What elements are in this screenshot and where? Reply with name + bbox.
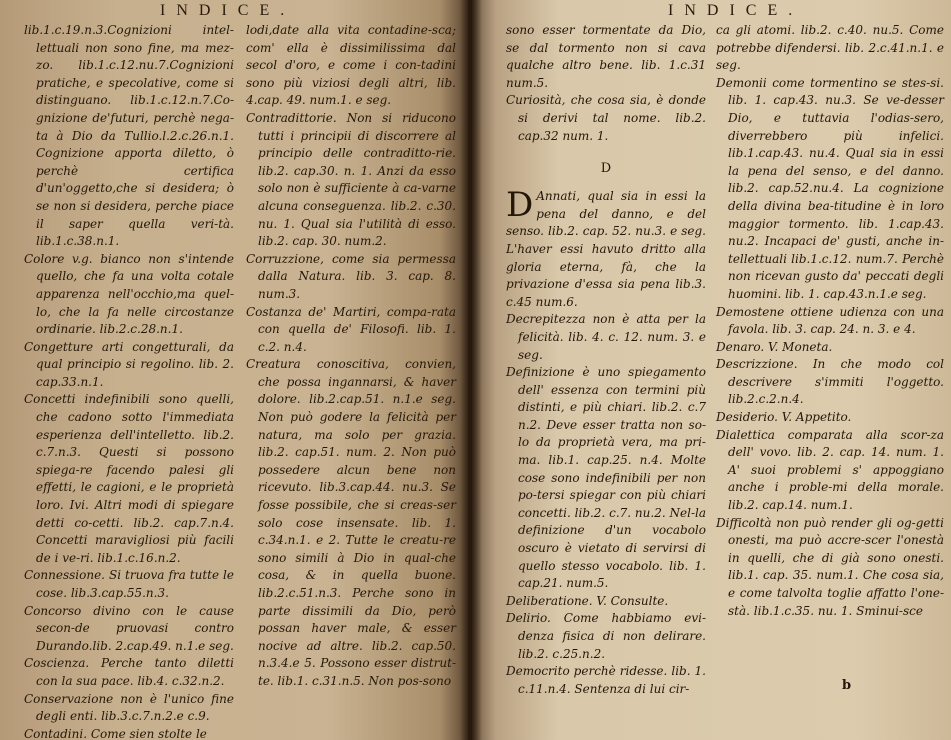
index-entry: Definizione è uno spiegamento dell' essenza con termini più distinti, e più chiari. lib.2. c.7 n.2. Deve esser tratta non so-lo da proprietà vera, ma pri-ma. lib.1. cap.25. n.4. Molte cose sono indefinibili per non po-tersi spiegar con più chiari concetti. lib.2. c.7. nu.2. Nel-la definizione d'un vocabolo oscuro è vietato di servirsi di quello stesso vocabolo. lib. 1. cap.21. num.5. <box>506 365 706 591</box>
letter-heading: D <box>600 161 612 177</box>
left-page <box>0 0 468 740</box>
left-running-head: INDICE. <box>160 2 296 19</box>
index-entry: Denaro. V. Moneta. <box>716 339 833 354</box>
index-entry: Deliberatione. V. Consulte. <box>506 593 669 608</box>
right-page <box>472 0 951 740</box>
index-entry-continued: sono esser tormentate da Dio, se dal tormento non si cava qualche altro bene. lib. 1.c.31 num.5. <box>506 23 706 90</box>
index-entry: Curiosità, che cosa sia, è donde si derivi tal nome. lib.2. cap.32 num. 1. <box>506 93 706 143</box>
index-entry: Democrito perchè ridesse. lib. 1. c.11.n.4. Sentenza di lui cir- <box>506 664 706 696</box>
index-entry: Contadini. Come sien stolte le <box>24 726 207 740</box>
index-entry <box>506 185 706 311</box>
signature-mark: b <box>842 678 852 693</box>
right-column-a <box>506 22 706 698</box>
index-entry-continued: lodi,date alla vita contadine-sca; com' ella è dissimilissima dal secol d'oro, e come i con-tadini sono più viziosi degli altri, lib. 4.cap. 49. num.1. e seg. <box>246 23 456 108</box>
index-entry: lib.1.c.19.n.3.Cognizioni intel-lettuali non sono fine, ma mez-zo. lib.1.c.12.nu.7.Cognizioni pratiche, e specolative, come si distinguano. lib.1.c.12.n.7.Co-gnizione de'futuri, perchè nega-ta à Dio da Tullio.l.2.c.26.n.1. Cognizione apporta diletto, ò perchè certifica d'un'oggetto,che si desidera; ò se non si desidera, perche piace il saper quella veri-tà. lib.1.c.38.n.1. <box>24 23 234 249</box>
index-entry: Creatura conoscitiva, convien, che possa ingannarsi, & haver dolore. lib.2.cap.51. n.1.e seg. Non può godere la felicità per natura, ma solo per grazia. lib.2. cap.51. num. 2. Non può possedere alcun bene non ricevuto. lib.3.cap.44. nu.3. Se fosse possibile, che si creas-ser solo cose insensate. lib. 1. c.34.n.1. e 2. Tutte le creatu-re sono simili à Dio in qual-che cosa, & in quella buone. lib.2.c.51.n.3. Perche sono in parte dissimili da Dio, però possan haver male, & esser nocive ad altre. lib.2. cap.50. n.3.4.e 5. Possono esser distrut-te. lib.1. c.31.n.5. Non pos-sono <box>246 357 456 688</box>
right-column-b <box>716 22 944 620</box>
index-entry: Concorso divino con le cause secon-de pruovasi contro Durando.lib. 2.cap.49. n.1.e seg. <box>24 603 234 653</box>
index-entry: Connessione. Si truova fra tutte le cose. lib.3.cap.55.n.3. <box>24 568 234 600</box>
index-entry: Congetture arti congetturali, da qual principio si regolino. lib. 2. cap.33.n.1. <box>24 339 234 389</box>
index-entry: Dialettica comparata alla scor-za dell' vovo. lib. 2. cap. 14. num. 1. A' suoi problemi s' appoggiano anche i proble-mi della morale. lib.2. cap.14. num.1. <box>716 427 944 513</box>
index-entry: Coscienza. Perche tanto diletti con la sua pace. lib.4. c.32.n.2. <box>24 656 234 688</box>
index-entry: Colore v.g. bianco non s'intende quello, che fa una volta cotale apparenza nell'occhio,ma quel-lo, che la fa nelle circostanze ordinarie. lib.2.c.28.n.1. <box>24 251 234 337</box>
index-entry: Concetti indefinibili sono quelli, che cadono sotto l'immediata esperienza dell'intelletto. lib.2. c.7.n.3. Questi si possono spiega-re facendo palesi gli effetti, le cagioni, e le proprietà loro. Ivi. Altri modi di spiegare detti co-cetti. lib.2. cap.7.n.4. Concetti maravigliosi più facili de i ve-ri. lib.1.c.16.n.2. <box>24 392 234 565</box>
index-entry-text: Annati, qual sia in essi la pena del danno, e del senso. lib.2. cap. 52. nu.3. e seg. L'haver essi havuto dritto alla gloria eterna, fà, che la privazione d'essa sia pena lib.3. c.45 num.6. <box>506 189 706 309</box>
index-entry: Desiderio. V. Appetito. <box>716 410 852 425</box>
index-entry: Demostene ottiene udienza con una favola. lib. 3. cap. 24. n. 3. e 4. <box>716 304 944 337</box>
index-entry: Descrizzione. In che modo col descrivere s'immiti l'oggetto. lib.2.c.2.n.4. <box>716 357 944 407</box>
index-entry: Costanza de' Martiri, compa-rata con quella de' Filosofi. lib. 1. c.2. n.4. <box>246 304 456 354</box>
index-entry: Conservazione non è l'unico fine degli enti. lib.3.c.7.n.2.e c.9. <box>24 691 234 724</box>
left-column-b <box>246 22 456 691</box>
left-column-a <box>24 22 234 740</box>
index-entry: Difficoltà non può render gli og-getti onesti, ma può accre-scer l'onestà in quelli, che di già sono onesti. lib.1. cap. 35. num.1. Che cosa sia, e come talvolta toglie affatto l'one-stà. lib.1.c.35. nu. 1. Sminui-sce <box>716 515 944 618</box>
book-gutter <box>460 0 482 740</box>
index-entry-continued: ca gli atomi. lib.2. c.40. nu.5. Come potrebbe difendersi. lib. 2.c.41.n.1. e seg. <box>716 23 944 73</box>
drop-cap: D <box>506 185 534 226</box>
index-entry: Delirio. Come habbiamo evi-denza fisica di non delirare. lib.2. c.25.n.2. <box>506 611 706 661</box>
index-entry: Contradittorie. Non si riducono tutti i principii di discorrere al principio delle contraditto-rie. lib.2. cap.30. n. 1. Anzi da esso solo non è sufficiente à ca-varne alcuna conseguenza. lib.2. c.30. nu. 1. Qual sia l'utilità di esso. lib.2. cap. 30. num.2. <box>246 110 456 249</box>
index-entry: Decrepitezza non è atta per la felicità. lib. 4. c. 12. num. 3. e seg. <box>506 312 706 362</box>
right-running-head: INDICE. <box>668 2 804 19</box>
index-entry: Demonii come tormentino se stes-si. lib. 1. cap.43. nu.3. Se ve-desser Dio, e tuttavia l'odias-sero, diverrebbero più infelici. lib.1.cap.43. nu.4. Qual sia in essi la pena del senso, e del danno. lib.2. cap.52.nu.4. La cognizione della divina bea-titudine è in loro maggior tormento. lib. 1.cap.43. nu.2. Incapaci de' gusti, anche in-tellettuali lib.1.c.12. num.7. Perchè non ricevan gusto da' peccati degli huomini. lib. 1. cap.43.n.1.e seg. <box>716 75 944 301</box>
index-entry: Corruzzione, come sia permessa dalla Natura. lib. 3. cap. 8. num.3. <box>246 251 456 301</box>
